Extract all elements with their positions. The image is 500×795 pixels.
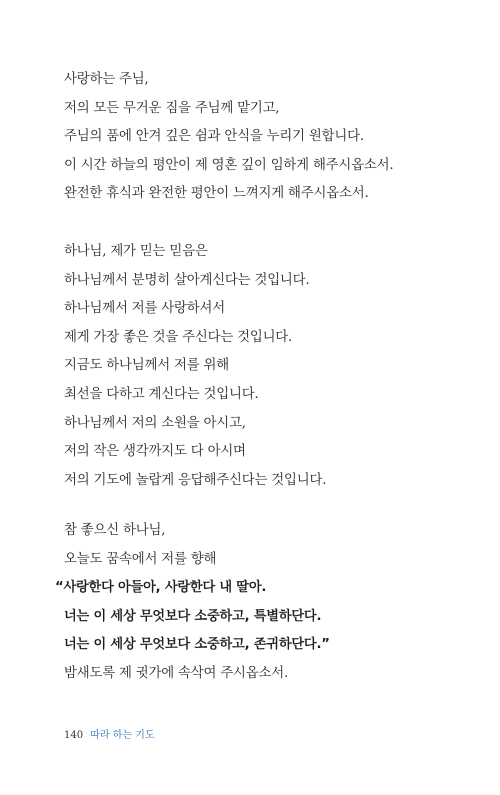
poem-line: 밤새도록 제 귓가에 속삭여 주시옵소서. <box>64 665 289 681</box>
page-number: 140 <box>64 730 84 741</box>
poem-line: 최선을 다하고 계신다는 것입니다. <box>64 386 259 402</box>
poem-line: 오늘도 꿈속에서 저를 향해 <box>64 551 217 567</box>
stanza-3 <box>55 517 484 689</box>
poem-line: 저의 작은 생각까지도 다 아시며 <box>64 444 246 460</box>
poem-line: 하나님, 제가 믿는 믿음은 <box>64 244 208 259</box>
stanza-2 <box>64 238 484 495</box>
quoted-line: “사랑한다 아들아, 사랑한다 내 딸아. <box>55 580 267 596</box>
poem-line: 주님의 품에 안겨 깊은 쉼과 안식을 누리기 원합니다. <box>64 129 364 145</box>
poem-line: 저의 모든 무거운 짐을 주님께 맡기고, <box>64 100 280 116</box>
poem-line: 참 좋으신 하나님, <box>64 523 166 538</box>
poem-line: 지금도 하나님께서 저를 위해 <box>64 358 229 374</box>
poem-line: 하나님께서 저의 소원을 아시고, <box>64 415 246 431</box>
poem-line: 저의 기도에 놀랍게 응답해주신다는 것입니다. <box>64 472 327 488</box>
page-footer <box>64 729 155 743</box>
poem-line: 이 시간 하늘의 평안이 제 영혼 깊이 임하게 해주시옵소서. <box>64 157 394 173</box>
poem-line: 하나님께서 저를 사랑하셔서 <box>64 301 225 317</box>
poem-line: 제게 가장 좋은 것을 주신다는 것입니다. <box>64 329 293 345</box>
quoted-line: 너는 이 세상 무엇보다 소중하고, 특별하단다. <box>64 608 322 624</box>
poem-line: 하나님께서 분명히 살아계신다는 것입니다. <box>64 272 310 288</box>
running-title: 따라 하는 기도 <box>90 730 155 741</box>
stanza-1 <box>64 66 484 209</box>
poem-line: 완전한 휴식과 완전한 평안이 느껴지게 해주시옵소서. <box>64 186 369 202</box>
quoted-line: 너는 이 세상 무엇보다 소중하고, 존귀하단다.” <box>64 637 330 653</box>
poem-line: 사랑하는 주님, <box>64 72 149 87</box>
